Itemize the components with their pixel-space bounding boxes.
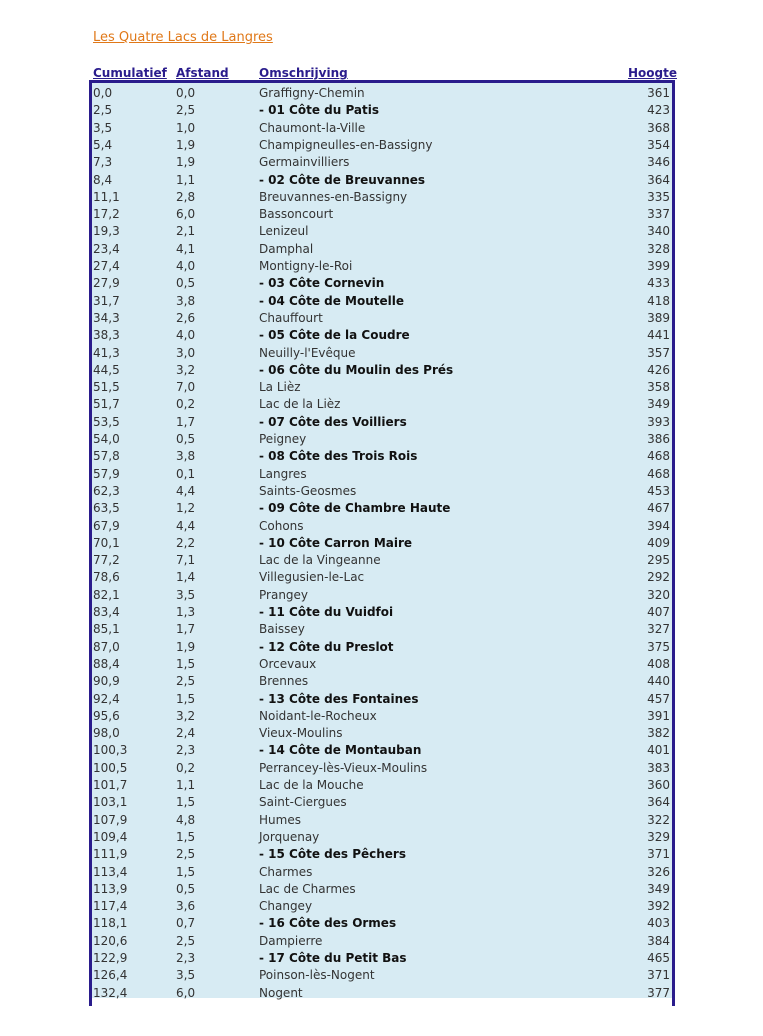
cell-afstand: 2,3 [176, 743, 196, 758]
table-row [92, 483, 672, 500]
cell-omschrijving: - 13 Côte des Fontaines [259, 691, 419, 706]
cell-omschrijving: Vieux-Moulins [259, 726, 343, 741]
table-row-climb [92, 414, 672, 431]
cell-hoogte: 295 [647, 553, 670, 568]
cell-afstand: 4,8 [176, 812, 196, 827]
cell-afstand: 7,1 [176, 553, 196, 568]
table-row [92, 587, 672, 604]
cell-afstand: 4,0 [176, 259, 196, 273]
cell-afstand: 1,2 [176, 501, 196, 516]
cell-omschrijving: Poinson-lès-Nogent [259, 968, 375, 983]
cell-afstand: 3,8 [176, 293, 196, 308]
table-row [92, 379, 672, 396]
cell-omschrijving: - 04 Côte de Moutelle [259, 293, 405, 308]
cell-hoogte: 418 [647, 293, 670, 308]
cell-omschrijving: - 03 Côte Cornevin [259, 276, 385, 291]
table-row-climb [92, 327, 672, 344]
cell-omschrijving: Orcevaux [259, 656, 317, 671]
cell-hoogte: 408 [647, 656, 670, 671]
cell-cumulatief: 126,4 [93, 968, 128, 983]
table-row [92, 154, 672, 171]
cell-cumulatief: 82,1 [93, 587, 120, 602]
table-row-climb [92, 500, 672, 517]
cell-cumulatief: 77,2 [93, 553, 120, 568]
cell-omschrijving: Lenizeul [259, 224, 309, 239]
cell-hoogte: 468 [647, 466, 670, 481]
table-row-climb [92, 742, 672, 759]
cell-cumulatief: 11,1 [93, 189, 120, 204]
table-row [92, 431, 672, 448]
cell-omschrijving: - 14 Côte de Montauban [259, 743, 422, 758]
cell-hoogte: 327 [647, 622, 670, 637]
cell-hoogte: 364 [647, 795, 670, 810]
cell-cumulatief: 118,1 [93, 916, 128, 931]
table-row-climb [92, 275, 672, 292]
cell-omschrijving: - 06 Côte du Moulin des Prés [259, 362, 454, 377]
cell-omschrijving: Saints-Geosmes [259, 483, 357, 498]
table-row [92, 223, 672, 240]
cell-cumulatief: 113,9 [93, 881, 128, 896]
cell-afstand: 4,0 [176, 328, 196, 343]
cell-hoogte: 354 [647, 137, 670, 152]
header-omschrijving: Omschrijving [259, 66, 348, 80]
cell-cumulatief: 8,4 [93, 172, 113, 187]
cell-hoogte: 328 [647, 241, 670, 256]
cell-afstand: 7,0 [176, 380, 196, 395]
cell-afstand: 2,6 [176, 310, 196, 325]
table-row [92, 569, 672, 586]
table-row [92, 396, 672, 413]
cell-cumulatief: 51,7 [93, 397, 120, 412]
cell-omschrijving: Baissey [259, 622, 305, 637]
cell-afstand: 1,9 [176, 155, 196, 170]
route-title-link[interactable]: Les Quatre Lacs de Langres [93, 30, 273, 45]
cell-afstand: 1,0 [176, 120, 196, 135]
cell-afstand: 2,5 [176, 847, 196, 862]
cell-cumulatief: 90,9 [93, 674, 120, 689]
cell-omschrijving: Noidant-le-Rocheux [259, 708, 377, 723]
cell-omschrijving: Perrancey-lès-Vieux-Moulins [259, 760, 428, 775]
cell-afstand: 2,5 [176, 933, 196, 948]
cell-cumulatief: 17,2 [93, 207, 120, 222]
cell-omschrijving: Bassoncourt [259, 207, 334, 222]
cell-afstand: 2,2 [176, 535, 196, 550]
cell-afstand: 3,5 [176, 587, 196, 602]
cell-cumulatief: 117,4 [93, 899, 128, 914]
cell-hoogte: 394 [647, 518, 670, 533]
table-row [92, 206, 672, 223]
header-hoogte: Hoogte [628, 66, 677, 80]
cell-afstand: 0,5 [176, 881, 196, 896]
cell-omschrijving: Graffigny-Chemin [259, 86, 365, 100]
cell-hoogte: 382 [647, 726, 670, 741]
cell-cumulatief: 122,9 [93, 951, 128, 965]
cell-omschrijving: Lac de la Vingeanne [259, 553, 381, 568]
cell-afstand: 6,0 [176, 207, 196, 222]
cell-cumulatief: 111,9 [93, 847, 128, 862]
table-row [92, 120, 672, 137]
table-row-climb [92, 604, 672, 621]
cell-cumulatief: 3,5 [93, 120, 113, 135]
cell-hoogte: 386 [647, 432, 670, 446]
cell-afstand: 2,3 [176, 951, 196, 965]
table-row [92, 777, 672, 794]
cell-cumulatief: 34,3 [93, 310, 120, 325]
cell-hoogte: 392 [647, 899, 670, 914]
table-row [92, 812, 672, 829]
table-row [92, 933, 672, 950]
cell-cumulatief: 62,3 [93, 483, 120, 498]
table-row-climb [92, 293, 672, 310]
table-row [92, 725, 672, 742]
table-row [92, 967, 672, 984]
cell-hoogte: 320 [647, 587, 670, 602]
cell-hoogte: 453 [647, 483, 670, 498]
table-row-climb [92, 102, 672, 119]
cell-hoogte: 358 [647, 380, 670, 395]
cell-omschrijving: Humes [259, 812, 301, 827]
table-row [92, 673, 672, 690]
table-header [93, 66, 677, 80]
cell-hoogte: 389 [647, 310, 670, 325]
cell-afstand: 0,7 [176, 916, 196, 931]
cell-afstand: 4,4 [176, 483, 196, 498]
cell-omschrijving: - 08 Côte des Trois Rois [259, 449, 418, 464]
table-row-climb [92, 691, 672, 708]
cell-cumulatief: 70,1 [93, 535, 120, 550]
cell-cumulatief: 67,9 [93, 518, 120, 533]
cell-cumulatief: 27,9 [93, 276, 120, 291]
table-row-climb [92, 172, 672, 189]
cell-hoogte: 377 [647, 985, 670, 1000]
table-row-climb [92, 639, 672, 656]
cell-omschrijving: Chauffourt [259, 310, 323, 325]
cell-afstand: 4,4 [176, 518, 196, 533]
cell-omschrijving: Dampierre [259, 933, 323, 948]
cell-hoogte: 440 [647, 674, 670, 689]
cell-afstand: 4,1 [176, 241, 196, 256]
cell-cumulatief: 101,7 [93, 778, 128, 792]
cell-hoogte: 357 [647, 345, 670, 360]
cell-afstand: 1,4 [176, 570, 196, 585]
cell-omschrijving: Lac de Charmes [259, 881, 356, 896]
cell-omschrijving: Lac de la Mouche [259, 778, 364, 792]
cell-hoogte: 329 [647, 829, 670, 844]
cell-afstand: 2,1 [176, 224, 196, 239]
cell-cumulatief: 31,7 [93, 293, 120, 308]
cell-omschrijving: - 02 Côte de Breuvannes [259, 172, 426, 187]
cell-hoogte: 409 [647, 535, 670, 550]
cell-omschrijving: - 05 Côte de la Coudre [259, 328, 410, 343]
table-row [92, 258, 672, 275]
cell-cumulatief: 103,1 [93, 795, 128, 810]
cell-afstand: 3,0 [176, 345, 196, 360]
cell-cumulatief: 87,0 [93, 639, 120, 654]
table-row [92, 518, 672, 535]
table-row [92, 760, 672, 777]
cell-hoogte: 423 [647, 103, 670, 118]
table-row [92, 985, 672, 1002]
table-row-climb [92, 915, 672, 932]
cell-omschrijving: - 10 Côte Carron Maire [259, 535, 413, 550]
table-row [92, 552, 672, 569]
cell-afstand: 0,2 [176, 397, 196, 412]
cell-afstand: 2,8 [176, 189, 196, 204]
cell-hoogte: 384 [647, 933, 670, 948]
cell-omschrijving: Villegusien-le-Lac [259, 570, 365, 585]
cell-cumulatief: 51,5 [93, 380, 120, 395]
table-row [92, 621, 672, 638]
header-afstand: Afstand [176, 66, 229, 80]
cell-hoogte: 403 [647, 916, 670, 931]
cell-hoogte: 441 [647, 328, 670, 343]
cell-afstand: 2,5 [176, 674, 196, 689]
cell-hoogte: 399 [647, 259, 670, 273]
table-row [92, 656, 672, 673]
cell-hoogte: 292 [647, 570, 670, 585]
cell-omschrijving: - 01 Côte du Patis [259, 103, 380, 118]
cell-afstand: 1,5 [176, 829, 196, 844]
cell-cumulatief: 63,5 [93, 501, 120, 516]
cell-hoogte: 391 [647, 708, 670, 723]
cell-afstand: 1,3 [176, 605, 196, 619]
cell-omschrijving: Cohons [259, 518, 304, 533]
table-row-climb [92, 362, 672, 379]
cell-omschrijving: Changey [259, 899, 313, 914]
table-row [92, 241, 672, 258]
cell-hoogte: 426 [647, 362, 670, 377]
cell-cumulatief: 92,4 [93, 691, 120, 706]
cell-hoogte: 346 [647, 155, 670, 170]
cell-afstand: 3,6 [176, 899, 196, 914]
cell-cumulatief: 41,3 [93, 345, 120, 360]
cell-omschrijving: Montigny-le-Roi [259, 259, 353, 273]
cell-hoogte: 457 [647, 691, 670, 706]
cell-omschrijving: - 09 Côte de Chambre Haute [259, 501, 451, 516]
cell-cumulatief: 23,4 [93, 241, 120, 256]
cell-afstand: 0,0 [176, 86, 196, 100]
cell-cumulatief: 44,5 [93, 362, 120, 377]
cell-cumulatief: 54,0 [93, 432, 120, 446]
table-row [92, 466, 672, 483]
cell-cumulatief: 109,4 [93, 829, 128, 844]
cell-cumulatief: 78,6 [93, 570, 120, 585]
cell-hoogte: 364 [647, 172, 670, 187]
cell-afstand: 1,1 [176, 778, 196, 792]
cell-afstand: 1,7 [176, 414, 196, 429]
cell-cumulatief: 120,6 [93, 933, 128, 948]
cell-afstand: 1,5 [176, 864, 196, 879]
cell-hoogte: 326 [647, 864, 670, 879]
cell-afstand: 1,5 [176, 795, 196, 810]
cell-omschrijving: Lac de la Lièz [259, 397, 341, 412]
cell-afstand: 0,5 [176, 432, 196, 446]
cell-omschrijving: Chaumont-la-Ville [259, 120, 366, 135]
cell-afstand: 0,1 [176, 466, 196, 481]
cell-hoogte: 322 [647, 812, 670, 827]
cell-omschrijving: Germainvilliers [259, 155, 350, 170]
cell-omschrijving: La Lièz [259, 380, 301, 395]
cell-hoogte: 467 [647, 501, 670, 516]
cell-cumulatief: 98,0 [93, 726, 120, 741]
cell-afstand: 3,2 [176, 362, 196, 377]
cell-hoogte: 360 [647, 778, 670, 792]
cell-afstand: 3,5 [176, 968, 196, 983]
table-row-climb [92, 448, 672, 465]
cell-omschrijving: - 07 Côte des Voilliers [259, 414, 407, 429]
cell-cumulatief: 88,4 [93, 656, 120, 671]
table-row-climb [92, 950, 672, 967]
cell-afstand: 2,5 [176, 103, 196, 118]
cell-cumulatief: 0,0 [93, 86, 113, 100]
cell-omschrijving: Breuvannes-en-Bassigny [259, 189, 408, 204]
cell-afstand: 6,0 [176, 985, 196, 1000]
cell-cumulatief: 27,4 [93, 259, 120, 273]
cell-hoogte: 349 [647, 881, 670, 896]
cell-afstand: 1,5 [176, 656, 196, 671]
cell-cumulatief: 57,9 [93, 466, 120, 481]
cell-afstand: 1,9 [176, 639, 196, 654]
cell-omschrijving: Damphal [259, 241, 314, 256]
cell-afstand: 0,5 [176, 276, 196, 291]
table-row [92, 85, 672, 102]
cell-cumulatief: 5,4 [93, 137, 113, 152]
cell-omschrijving: Peigney [259, 432, 307, 446]
table-row [92, 137, 672, 154]
table-border-right-end [672, 997, 675, 1006]
cell-hoogte: 349 [647, 397, 670, 412]
cell-cumulatief: 57,8 [93, 449, 120, 464]
cell-omschrijving: Champigneulles-en-Bassigny [259, 137, 433, 152]
cell-cumulatief: 85,1 [93, 622, 120, 637]
cell-hoogte: 465 [647, 951, 670, 965]
cell-omschrijving: Neuilly-l'Evêque [259, 345, 356, 360]
header-cumulatief: Cumulatief [93, 66, 167, 80]
cell-omschrijving: Langres [259, 466, 307, 481]
cell-omschrijving: Jorquenay [259, 829, 320, 844]
cell-cumulatief: 100,3 [93, 743, 128, 758]
table-row [92, 345, 672, 362]
table-row [92, 708, 672, 725]
cell-hoogte: 468 [647, 449, 670, 464]
cell-afstand: 1,5 [176, 691, 196, 706]
table-row [92, 794, 672, 811]
cell-hoogte: 393 [647, 414, 670, 429]
cell-hoogte: 375 [647, 639, 670, 654]
cell-cumulatief: 113,4 [93, 864, 128, 879]
cell-afstand: 1,7 [176, 622, 196, 637]
cell-hoogte: 371 [647, 968, 670, 983]
cell-cumulatief: 107,9 [93, 812, 128, 827]
cell-afstand: 3,8 [176, 449, 196, 464]
cell-cumulatief: 132,4 [93, 985, 128, 1000]
cell-hoogte: 371 [647, 847, 670, 862]
cell-omschrijving: - 15 Côte des Pêchers [259, 847, 406, 862]
route-table [89, 80, 675, 998]
cell-cumulatief: 38,3 [93, 328, 120, 343]
table-row-climb [92, 846, 672, 863]
cell-cumulatief: 100,5 [93, 760, 128, 775]
cell-omschrijving: Brennes [259, 674, 309, 689]
cell-omschrijving: - 12 Côte du Preslot [259, 639, 394, 654]
cell-cumulatief: 19,3 [93, 224, 120, 239]
cell-hoogte: 361 [647, 86, 670, 100]
cell-afstand: 1,1 [176, 172, 196, 187]
cell-omschrijving: - 16 Côte des Ormes [259, 916, 397, 931]
cell-hoogte: 383 [647, 760, 670, 775]
cell-omschrijving: Nogent [259, 985, 303, 1000]
cell-hoogte: 337 [647, 207, 670, 222]
cell-hoogte: 335 [647, 189, 670, 204]
cell-hoogte: 340 [647, 224, 670, 239]
cell-omschrijving: - 11 Côte du Vuidfoi [259, 605, 394, 619]
table-row [92, 898, 672, 915]
cell-omschrijving: Prangey [259, 587, 309, 602]
cell-hoogte: 401 [647, 743, 670, 758]
cell-afstand: 0,2 [176, 760, 196, 775]
cell-omschrijving: Saint-Ciergues [259, 795, 347, 810]
table-row [92, 864, 672, 881]
cell-omschrijving: - 17 Côte du Petit Bas [259, 951, 407, 965]
cell-hoogte: 433 [647, 276, 670, 291]
cell-cumulatief: 2,5 [93, 103, 113, 118]
cell-afstand: 3,2 [176, 708, 196, 723]
cell-omschrijving: Charmes [259, 864, 313, 879]
cell-hoogte: 407 [647, 605, 670, 619]
table-row [92, 310, 672, 327]
table-row [92, 881, 672, 898]
table-row-climb [92, 535, 672, 552]
cell-afstand: 1,9 [176, 137, 196, 152]
cell-cumulatief: 53,5 [93, 414, 120, 429]
table-row [92, 829, 672, 846]
table-row [92, 189, 672, 206]
cell-afstand: 2,4 [176, 726, 196, 741]
cell-cumulatief: 95,6 [93, 708, 120, 723]
cell-cumulatief: 7,3 [93, 155, 113, 170]
cell-cumulatief: 83,4 [93, 605, 120, 619]
table-border-left-end [89, 997, 92, 1006]
cell-hoogte: 368 [647, 120, 670, 135]
